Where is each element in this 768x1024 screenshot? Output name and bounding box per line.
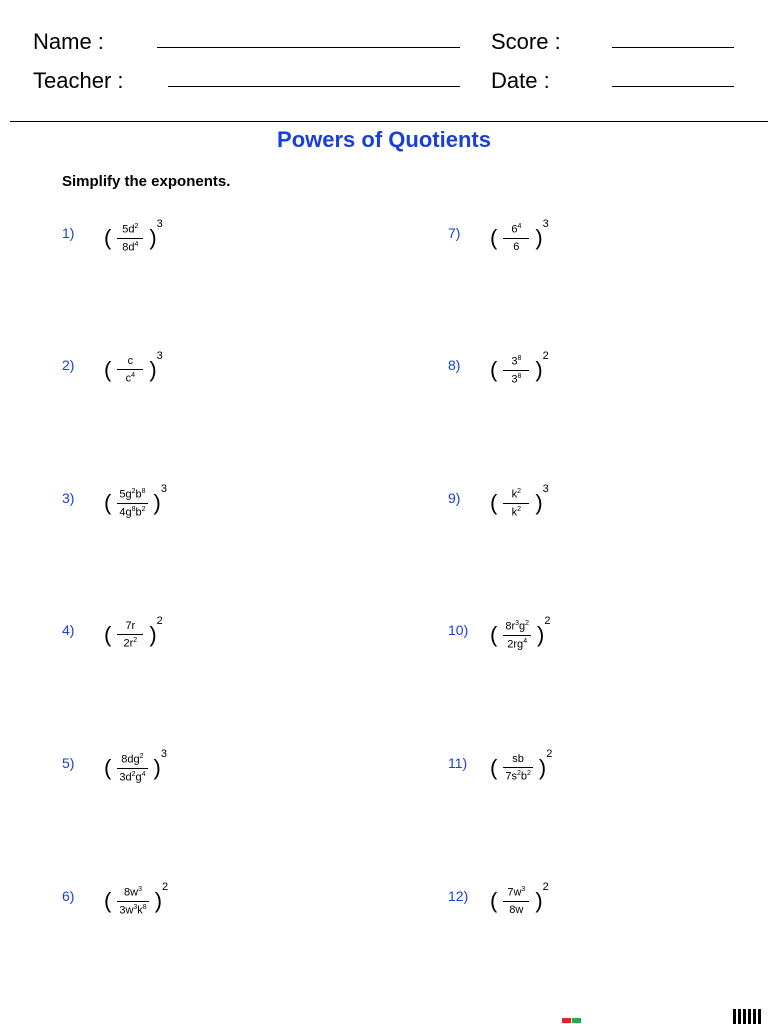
problem-3 <box>62 473 362 533</box>
outer-exponent: 2 <box>542 350 549 362</box>
fraction <box>503 620 531 650</box>
fraction <box>117 620 143 650</box>
left-paren: ( <box>490 490 498 515</box>
outer-exponent: 3 <box>156 350 163 362</box>
problem-number: 10) <box>448 622 469 638</box>
problem-expression <box>104 208 163 268</box>
numerator: $5d^2$ <box>122 222 139 236</box>
date-field[interactable] <box>612 86 734 87</box>
problem-12 <box>448 871 748 931</box>
problem-expression <box>104 871 168 931</box>
right-paren: ) <box>535 357 543 382</box>
logo-green-mark <box>572 1018 581 1023</box>
numerator: sb <box>512 753 524 766</box>
outer-exponent: 2 <box>546 748 553 760</box>
fraction <box>117 753 147 783</box>
fraction <box>503 753 533 783</box>
fraction-bar <box>117 503 147 504</box>
denominator: $c^4$ <box>125 372 136 385</box>
denominator: $3d^2g^4$ <box>119 770 146 784</box>
problem-expression <box>104 605 163 665</box>
logo-red-mark <box>562 1018 571 1023</box>
left-paren: ( <box>104 225 112 250</box>
problem-5 <box>62 738 362 798</box>
problem-9 <box>448 473 748 533</box>
outer-exponent: 3 <box>160 483 167 495</box>
numerator: $6^4$ <box>511 223 522 236</box>
denominator: 6 <box>513 240 520 253</box>
name-label: Name : <box>33 29 104 54</box>
fraction-bar <box>503 238 529 239</box>
problem-11 <box>448 738 748 798</box>
right-paren: ) <box>535 490 543 515</box>
numerator: $k^2$ <box>511 487 522 501</box>
numerator: $5g^2b^8$ <box>119 487 146 501</box>
fraction-bar <box>503 901 529 902</box>
right-paren: ) <box>149 622 157 647</box>
qr-code-icon <box>733 1009 763 1024</box>
right-paren: ) <box>538 755 547 780</box>
problem-number: 7) <box>448 225 461 241</box>
problem-number: 6) <box>62 888 75 904</box>
numerator: c <box>127 355 134 368</box>
problem-number: 12) <box>448 888 469 904</box>
right-paren: ) <box>153 490 161 515</box>
problem-expression <box>490 208 549 268</box>
fraction-bar <box>117 238 143 239</box>
problem-number: 4) <box>62 622 75 638</box>
fraction-bar <box>117 768 147 769</box>
denominator: $k^2$ <box>511 505 522 519</box>
fraction <box>117 488 147 518</box>
problem-expression <box>104 340 163 400</box>
problem-7 <box>448 208 748 268</box>
problem-number: 11) <box>448 755 468 771</box>
outer-exponent: 3 <box>542 483 549 495</box>
fraction-bar <box>503 767 533 768</box>
problem-expression <box>104 473 167 533</box>
fraction-bar <box>117 369 143 370</box>
problem-expression <box>490 605 551 665</box>
problem-number: 3) <box>62 490 75 506</box>
right-paren: ) <box>149 357 157 382</box>
name-field[interactable] <box>157 47 460 48</box>
logo-icon <box>562 1016 584 1024</box>
problem-expression <box>490 340 549 400</box>
left-paren: ( <box>490 622 498 647</box>
denominator: $7s^2b^2$ <box>505 770 531 783</box>
problem-number: 2) <box>62 357 75 373</box>
fraction <box>117 355 143 385</box>
right-paren: ) <box>153 755 161 780</box>
problem-expression <box>490 738 552 798</box>
outer-exponent: 3 <box>542 218 549 230</box>
denominator: $4g^8b^2$ <box>119 505 146 519</box>
right-paren: ) <box>535 888 543 913</box>
fraction <box>503 488 529 518</box>
date-label: Date : <box>491 68 550 93</box>
right-paren: ) <box>537 622 545 647</box>
right-paren: ) <box>154 888 163 913</box>
denominator: $3w^3k^8$ <box>119 903 147 917</box>
left-paren: ( <box>490 755 498 780</box>
outer-exponent: 3 <box>160 748 167 760</box>
numerator: $8dg^2$ <box>121 752 144 766</box>
numerator: 7r <box>125 620 136 633</box>
right-paren: ) <box>149 225 157 250</box>
fraction-bar <box>503 370 529 371</box>
teacher-field[interactable] <box>168 86 460 87</box>
fraction <box>503 355 529 385</box>
fraction <box>117 223 143 253</box>
score-field[interactable] <box>612 47 734 48</box>
problem-expression <box>490 473 549 533</box>
numerator: $8r^3g^2$ <box>505 619 530 633</box>
left-paren: ( <box>490 357 498 382</box>
outer-exponent: 2 <box>544 615 551 627</box>
problem-4 <box>62 605 362 665</box>
problem-2 <box>62 340 362 400</box>
right-paren: ) <box>535 225 543 250</box>
denominator: 8w <box>509 903 524 916</box>
problem-6 <box>62 871 362 931</box>
score-label: Score : <box>491 29 561 54</box>
fraction-bar <box>503 635 531 636</box>
outer-exponent: 2 <box>156 615 163 627</box>
problem-expression <box>490 871 549 931</box>
problem-number: 8) <box>448 357 461 373</box>
left-paren: ( <box>104 888 112 913</box>
fraction-bar <box>117 634 143 635</box>
fraction-bar <box>503 503 529 504</box>
header-divider <box>10 121 768 122</box>
fraction <box>503 223 529 253</box>
outer-exponent: 3 <box>156 218 163 230</box>
numerator: $8w^3$ <box>124 885 142 899</box>
denominator: $2rg^4$ <box>507 637 528 651</box>
denominator: $2r^2$ <box>123 637 138 650</box>
fraction <box>117 886 148 916</box>
outer-exponent: 2 <box>542 881 549 893</box>
fraction-bar <box>117 901 148 902</box>
left-paren: ( <box>104 755 112 780</box>
problem-number: 1) <box>62 225 75 241</box>
numerator: $3^8$ <box>511 354 522 368</box>
teacher-label: Teacher : <box>33 68 124 93</box>
fraction <box>503 886 529 916</box>
left-paren: ( <box>104 357 112 382</box>
left-paren: ( <box>104 622 112 647</box>
denominator: $3^8$ <box>511 372 522 386</box>
left-paren: ( <box>490 888 498 913</box>
outer-exponent: 2 <box>162 881 169 893</box>
worksheet-title: Powers of Quotients <box>277 127 491 152</box>
problem-number: 9) <box>448 490 461 506</box>
left-paren: ( <box>104 490 112 515</box>
left-paren: ( <box>490 225 498 250</box>
problem-number: 5) <box>62 755 75 771</box>
denominator: $8d^4$ <box>122 240 139 254</box>
problem-1 <box>62 208 362 268</box>
problem-expression <box>104 738 167 798</box>
problem-10 <box>448 605 748 665</box>
instructions: Simplify the exponents. <box>62 173 231 190</box>
problem-8 <box>448 340 748 400</box>
numerator: $7w^3$ <box>507 886 526 899</box>
